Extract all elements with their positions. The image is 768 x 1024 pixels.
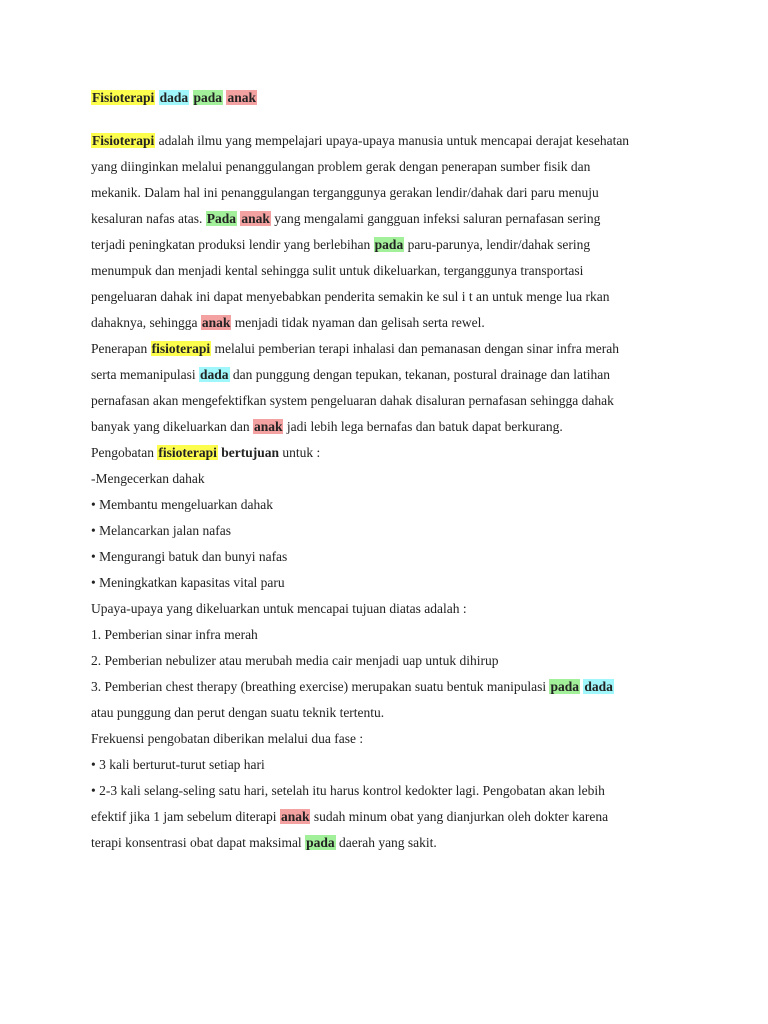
document-body xyxy=(91,128,691,856)
list-item: • Membantu mengeluarkan dahak xyxy=(91,497,274,512)
text-run: terjadi peningkatan produksi lendir yang berlebihan xyxy=(91,237,374,252)
list-item: • 3 kali berturut-turut setiap hari xyxy=(91,757,265,772)
paragraph-line: Frekuensi pengobatan diberikan melalui dua fase : xyxy=(91,731,364,746)
paragraph-line xyxy=(91,440,691,466)
document-title xyxy=(91,90,257,106)
highlight-fisioterapi: Fisioterapi xyxy=(92,90,155,105)
highlight-fisioterapi: fisioterapi xyxy=(151,341,211,356)
paragraph-line xyxy=(91,128,691,154)
text-run: efektif jika 1 jam sebelum diterapi xyxy=(91,809,280,824)
text-run: Pengobatan xyxy=(91,445,158,460)
paragraph-line: mekanik. Dalam hal ini penanggulangan terganggunya gerakan lendir/dahak dari paru menuju xyxy=(91,185,599,200)
text-run: banyak yang dikeluarkan dan xyxy=(91,419,253,434)
text-run: melalui pemberian terapi inhalasi dan pemanasan dengan sinar infra merah xyxy=(211,341,619,356)
paragraph-line xyxy=(91,362,691,388)
highlight-dada: dada xyxy=(199,367,229,382)
text-run: untuk : xyxy=(279,445,321,460)
text-run: daerah yang sakit. xyxy=(335,835,437,850)
highlight-pada: pada xyxy=(306,835,335,850)
list-item: 1. Pemberian sinar infra merah xyxy=(91,627,258,642)
paragraph-line: menumpuk dan menjadi kental sehingga sulit untuk dikeluarkan, terganggunya transportasi xyxy=(91,263,584,278)
text-run: terapi konsentrasi obat dapat maksimal xyxy=(91,835,306,850)
list-item xyxy=(91,674,691,700)
highlight-dada: dada xyxy=(584,679,613,694)
text-run: sudah minum obat yang dianjurkan oleh dokter karena xyxy=(310,809,609,824)
paragraph-line: pernafasan akan mengefektifkan system pengeluaran dahak disaluran pernafasan sehingga dahak xyxy=(91,393,614,408)
highlight-pada: pada xyxy=(193,90,223,105)
highlight-anak: anak xyxy=(201,315,231,330)
paragraph-line xyxy=(91,414,691,440)
paragraph-line: yang diinginkan melalui penanggulangan problem gerak dengan penerapan sumber fisik dan xyxy=(91,159,591,174)
text-run: adalah ilmu yang mempelajari upaya-upaya manusia untuk mencapai derajat kesehatan xyxy=(155,133,630,148)
highlight-pada: Pada xyxy=(206,211,236,226)
text-run: Penerapan xyxy=(91,341,151,356)
text-run: jadi lebih lega bernafas dan batuk dapat berkurang. xyxy=(283,419,563,434)
highlight-anak: anak xyxy=(280,809,310,824)
list-item: • Meningkatkan kapasitas vital paru xyxy=(91,575,285,590)
text-run: menjadi tidak nyaman dan gelisah serta rewel. xyxy=(231,315,485,330)
paragraph-line xyxy=(91,830,691,856)
highlight-pada: pada xyxy=(374,237,404,252)
highlight-dada: dada xyxy=(159,90,189,105)
highlight-anak: anak xyxy=(253,419,283,434)
list-item: • Melancarkan jalan nafas xyxy=(91,523,232,538)
paragraph-line: pengeluaran dahak ini dapat menyebabkan penderita semakin ke sul i t an untuk menge lua rkan xyxy=(91,289,610,304)
paragraph-line xyxy=(91,310,691,336)
list-item: 2. Pemberian nebulizer atau merubah media cair menjadi uap untuk dihirup xyxy=(91,653,499,668)
paragraph-line xyxy=(91,804,691,830)
highlight-fisioterapi: fisioterapi xyxy=(158,445,217,460)
text-run: dan punggung dengan tepukan, tekanan, postural drainage dan latihan xyxy=(229,367,611,382)
paragraph-line xyxy=(91,336,691,362)
text-run: kesaluran nafas atas. xyxy=(91,211,206,226)
list-item: • 2-3 kali selang-seling satu hari, setelah itu harus kontrol kedokter lagi. Pengobatan akan lebih xyxy=(91,783,605,798)
list-item: -Mengecerkan dahak xyxy=(91,471,205,486)
paragraph-line xyxy=(91,232,691,258)
highlight-anak: anak xyxy=(241,211,270,226)
paragraph-line: atau punggung dan perut dengan suatu teknik tertentu. xyxy=(91,705,385,720)
bold-word-bertujuan: bertujuan xyxy=(221,445,280,460)
highlight-pada: pada xyxy=(550,679,579,694)
paragraph-line: Upaya-upaya yang dikeluarkan untuk mencapai tujuan diatas adalah : xyxy=(91,601,467,616)
text-run: paru-parunya, lendir/dahak sering xyxy=(404,237,591,252)
highlight-anak: anak xyxy=(227,90,256,105)
paragraph-line xyxy=(91,206,691,232)
highlight-fisioterapi: Fisioterapi xyxy=(92,133,155,148)
text-run: serta memanipulasi xyxy=(91,367,199,382)
text-run: 3. Pemberian chest therapy (breathing exercise) merupakan suatu bentuk manipulasi xyxy=(91,679,550,694)
text-run: dahaknya, sehingga xyxy=(91,315,201,330)
list-item: • Mengurangi batuk dan bunyi nafas xyxy=(91,549,288,564)
text-run: yang mengalami gangguan infeksi saluran pernafasan sering xyxy=(270,211,601,226)
